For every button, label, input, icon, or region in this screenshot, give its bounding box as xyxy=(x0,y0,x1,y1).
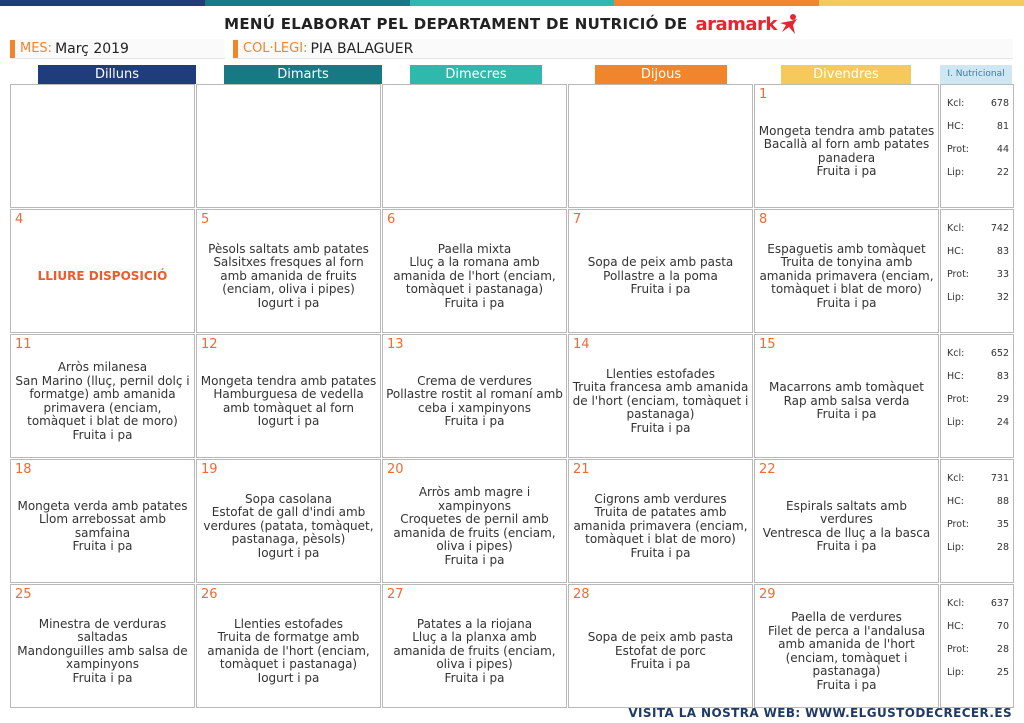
menu-dishes xyxy=(758,99,935,204)
nutrition-value: 652 xyxy=(990,347,1009,359)
nutrition-label: HC: xyxy=(947,495,964,507)
month-field xyxy=(10,39,225,59)
top-bar-segment xyxy=(410,0,615,6)
day-number: 20 xyxy=(387,462,404,477)
website-footer[interactable]: VISITA LA NOSTRA WEB: WWW.ELGUSTODECRECER.ES xyxy=(628,706,1012,720)
nutrition-row xyxy=(941,240,1013,263)
menu-dish: Fruita i pa xyxy=(630,657,691,672)
menu-dishes xyxy=(14,224,191,329)
logo-text: aramark xyxy=(695,13,777,35)
day-header-dijous: Dijous xyxy=(595,65,727,84)
month-label: MES: xyxy=(20,41,53,56)
nutrition-value: 28 xyxy=(996,643,1009,655)
menu-dish: Llom arrebossat amb samfaina xyxy=(39,512,166,540)
menu-dishes xyxy=(14,349,191,454)
nutrition-row xyxy=(941,286,1013,309)
day-cell xyxy=(568,584,753,708)
menu-dish: Fruita i pa xyxy=(444,670,505,685)
menu-dish: Estofat de gall d'indi amb verdures (patata, tomàquet, pastanaga, pèsols) xyxy=(203,505,374,547)
nutrition-row xyxy=(941,592,1013,615)
menu-dishes xyxy=(386,349,563,454)
month-marker xyxy=(10,40,15,58)
menu-dishes xyxy=(200,599,377,704)
nutrition-value: 44 xyxy=(996,143,1009,155)
menu-dish: Pèsols saltats amb patates xyxy=(208,241,369,256)
menu-dishes xyxy=(386,224,563,329)
menu-dish: Truita francesa amb amanida de l'hort (enciam, tomàquet i pastanaga) xyxy=(572,380,749,422)
day-cell xyxy=(10,209,195,333)
menu-dish: Sopa de peix amb pasta xyxy=(587,255,734,270)
nutrition-value: 637 xyxy=(990,597,1009,609)
nutrition-row xyxy=(941,217,1013,240)
day-cell xyxy=(10,584,195,708)
day-cell xyxy=(196,84,381,208)
menu-dish: Estofat de porc xyxy=(614,643,707,658)
day-header-dimarts: Dimarts xyxy=(224,65,382,84)
nutrition-label: Lip: xyxy=(947,416,965,428)
menu-dishes xyxy=(572,474,749,579)
menu-dish: Iogurt i pa xyxy=(257,670,320,685)
nutrition-value: 742 xyxy=(990,222,1009,234)
day-number: 26 xyxy=(201,587,218,602)
menu-dish: Fruita i pa xyxy=(816,677,877,692)
menu-dishes xyxy=(200,224,377,329)
day-number: 12 xyxy=(201,337,218,352)
menu-dishes xyxy=(758,224,935,329)
day-cell xyxy=(10,84,195,208)
top-bar-segment xyxy=(819,0,1024,6)
menu-dish: Paella de verdures xyxy=(791,610,902,624)
weekday-header-row xyxy=(0,65,1024,85)
nutrition-value: 25 xyxy=(996,666,1009,678)
menu-dish: Pollastre a la poma xyxy=(603,268,718,283)
menu-dishes xyxy=(386,599,563,704)
title-row xyxy=(0,12,1024,36)
menu-dish: Crema de verdures xyxy=(417,373,532,388)
day-number: 11 xyxy=(15,337,32,352)
menu-dish: Rap amb salsa verda xyxy=(783,393,910,408)
day-header-dilluns: Dilluns xyxy=(38,65,196,84)
menu-dish: Truita de formatge amb amanida de l'hort (enciam, tomàquet i pastanaga) xyxy=(207,630,370,672)
nutrition-value: 83 xyxy=(996,245,1009,257)
menu-dishes xyxy=(14,99,191,204)
day-cell xyxy=(568,84,753,208)
nutrition-row xyxy=(941,661,1013,684)
nutrition-value: 28 xyxy=(996,541,1009,553)
menu-dishes xyxy=(758,474,935,579)
menu-dish: Fruita i pa xyxy=(630,545,691,560)
menu-dish: Fruita i pa xyxy=(816,164,877,178)
day-cell xyxy=(382,84,567,208)
month-value: Març 2019 xyxy=(55,40,129,57)
aramark-logo xyxy=(695,13,799,35)
menu-dish: Croquetes de pernil amb amanida de fruits (enciam, oliva i pipes) xyxy=(393,512,556,553)
menu-dishes xyxy=(200,349,377,454)
menu-dish: Patates a la riojana xyxy=(416,616,533,631)
day-cell xyxy=(382,459,567,583)
day-number: 18 xyxy=(15,462,32,477)
day-cell xyxy=(196,584,381,708)
nutrition-value: 33 xyxy=(996,268,1009,280)
nutrition-row xyxy=(941,467,1013,490)
nutrition-row xyxy=(941,536,1013,559)
day-number: 19 xyxy=(201,462,218,477)
nutrition-info xyxy=(940,84,1014,208)
nutrition-row xyxy=(941,615,1013,638)
day-cell xyxy=(10,334,195,458)
day-header-divendres: Divendres xyxy=(781,65,911,84)
menu-dish: Truita de patates amb amanida primavera (enciam, tomàquet i blat de moro) xyxy=(573,505,748,547)
menu-dishes xyxy=(572,224,749,329)
day-number: 4 xyxy=(15,212,24,227)
menu-dishes xyxy=(386,99,563,204)
nutrition-value: 35 xyxy=(996,518,1009,530)
menu-dish: Llenties estofades xyxy=(233,616,343,631)
nutrition-label: Prot: xyxy=(947,643,969,655)
menu-dish: Sopa casolana xyxy=(245,491,332,506)
top-bar-segment xyxy=(205,0,410,6)
menu-dish: San Marino (lluç, pernil dolç i formatge) amb amanida primavera (enciam, tomàquet i blat de moro) xyxy=(15,373,190,428)
nutrition-label: Kcl: xyxy=(947,222,965,234)
nutrition-row xyxy=(941,411,1013,434)
menu-dish: Minestra de verduras saltadas xyxy=(38,616,167,645)
menu-dishes xyxy=(200,474,377,579)
nutrition-value: 29 xyxy=(996,393,1009,405)
menu-dish: Paella mixta xyxy=(437,241,512,256)
day-cell xyxy=(754,459,939,583)
day-cell xyxy=(754,84,939,208)
nutrition-label: Prot: xyxy=(947,518,969,530)
day-number: 13 xyxy=(387,337,404,352)
nutrition-label: Prot: xyxy=(947,268,969,280)
menu-dish: Fruita i pa xyxy=(72,427,133,442)
menu-calendar-grid xyxy=(10,84,1014,708)
menu-dish: Fruita i pa xyxy=(816,539,877,553)
menu-dish: Sopa de peix amb pasta xyxy=(587,630,734,645)
nutrition-info xyxy=(940,209,1014,333)
day-header-dimecres: Dimecres xyxy=(410,65,542,84)
day-number: 15 xyxy=(759,337,776,352)
menu-dish: Fruita i pa xyxy=(630,282,691,297)
holiday-label: LLIURE DISPOSICIÓ xyxy=(37,268,168,283)
menu-dishes xyxy=(14,474,191,579)
top-bar-segment xyxy=(614,0,819,6)
day-number: 7 xyxy=(573,212,582,227)
nutrition-label: Prot: xyxy=(947,393,969,405)
menu-dish: Fruita i pa xyxy=(630,420,691,435)
menu-dish: Fruita i pa xyxy=(444,552,505,567)
top-bar-segment xyxy=(0,0,205,6)
day-cell xyxy=(754,334,939,458)
nutrition-header: I. Nutricional xyxy=(940,65,1012,84)
nutrition-row xyxy=(941,490,1013,513)
day-number: 5 xyxy=(201,212,210,227)
menu-dishes xyxy=(14,599,191,704)
menu-dishes xyxy=(758,599,935,704)
menu-dish: Truita de tonyina amb amanida primavera (enciam, tomàquet i blat de moro) xyxy=(759,255,934,297)
menu-dishes xyxy=(200,99,377,204)
page-title: MENÚ ELABORAT PEL DEPARTAMENT DE NUTRICIÓ DE xyxy=(224,15,688,33)
menu-dish: Fruita i pa xyxy=(444,414,505,428)
day-cell xyxy=(382,209,567,333)
menu-dishes xyxy=(572,349,749,454)
day-number: 21 xyxy=(573,462,590,477)
day-number: 25 xyxy=(15,587,32,602)
star-icon xyxy=(778,13,800,35)
nutrition-label: Lip: xyxy=(947,291,965,303)
nutrition-label: Kcl: xyxy=(947,597,965,609)
nutrition-label: HC: xyxy=(947,120,964,132)
day-cell xyxy=(568,209,753,333)
menu-dish: Fruita i pa xyxy=(72,539,133,553)
nutrition-value: 83 xyxy=(996,370,1009,382)
nutrition-label: Lip: xyxy=(947,166,965,178)
menu-dish: Iogurt i pa xyxy=(257,414,320,428)
nutrition-label: Lip: xyxy=(947,541,965,553)
menu-dish: Mongeta tendra amb patates xyxy=(200,373,377,388)
day-cell xyxy=(754,209,939,333)
menu-dish: Pollastre rostit al romaní amb ceba i xampinyons xyxy=(386,387,563,415)
menu-dish: Fruita i pa xyxy=(816,407,877,422)
nutrition-row xyxy=(941,513,1013,536)
nutrition-row xyxy=(941,388,1013,411)
menu-dishes xyxy=(758,349,935,454)
menu-dish: Arròs milanesa xyxy=(57,360,148,374)
menu-dishes xyxy=(572,599,749,704)
day-number: 28 xyxy=(573,587,590,602)
nutrition-value: 22 xyxy=(996,166,1009,178)
day-number: 22 xyxy=(759,462,776,477)
day-cell xyxy=(10,459,195,583)
nutrition-value: 24 xyxy=(996,416,1009,428)
menu-dish: Mongeta tendra amb patates xyxy=(758,123,935,138)
menu-dish: Bacallà al forn amb patates panadera xyxy=(763,137,930,165)
menu-dish: Hamburguesa de vedella amb tomàquet al forn xyxy=(213,387,364,415)
nutrition-row xyxy=(941,365,1013,388)
day-cell xyxy=(196,334,381,458)
nutrition-info xyxy=(940,334,1014,458)
nutrition-value: 81 xyxy=(996,120,1009,132)
day-cell xyxy=(754,584,939,708)
menu-dish: Llenties estofades xyxy=(605,366,715,381)
nutrition-row xyxy=(941,263,1013,286)
nutrition-label: Lip: xyxy=(947,666,965,678)
menu-dish: Iogurt i pa xyxy=(257,295,320,310)
menu-dish: Lluç a la planxa amb amanida de fruits (enciam, oliva i pipes) xyxy=(393,630,556,672)
nutrition-info xyxy=(940,584,1014,708)
day-number: 8 xyxy=(759,212,768,227)
menu-dishes xyxy=(386,474,563,579)
nutrition-value: 32 xyxy=(996,291,1009,303)
nutrition-row xyxy=(941,161,1013,184)
school-marker xyxy=(233,40,238,58)
nutrition-value: 70 xyxy=(996,620,1009,632)
nutrition-label: HC: xyxy=(947,620,964,632)
nutrition-row xyxy=(941,138,1013,161)
day-number: 6 xyxy=(387,212,396,227)
day-cell xyxy=(196,459,381,583)
menu-dishes xyxy=(572,99,749,204)
menu-dish: Ventresca de lluç a la basca xyxy=(762,525,931,540)
day-cell xyxy=(568,334,753,458)
day-number: 29 xyxy=(759,587,776,602)
menu-dish: Lluç a la romana amb amanida de l'hort (enciam, tomàquet i pastanaga) xyxy=(393,255,556,297)
top-color-bar xyxy=(0,0,1024,6)
nutrition-label: Kcl: xyxy=(947,347,965,359)
nutrition-row xyxy=(941,115,1013,138)
nutrition-value: 731 xyxy=(990,472,1009,484)
nutrition-value: 678 xyxy=(990,97,1009,109)
day-number: 14 xyxy=(573,337,590,352)
nutrition-info xyxy=(940,459,1014,583)
school-field xyxy=(233,39,1013,59)
menu-dish: Fruita i pa xyxy=(816,295,877,310)
nutrition-label: Kcl: xyxy=(947,472,965,484)
nutrition-label: Prot: xyxy=(947,143,969,155)
nutrition-row xyxy=(941,92,1013,115)
school-value: PIA BALAGUER xyxy=(310,40,414,57)
menu-dish: Filet de perca a l'andalusa amb amanida de l'hort (enciam, tomàquet i pastanaga) xyxy=(767,623,926,678)
menu-dish: Fruita i pa xyxy=(72,670,133,685)
day-cell xyxy=(382,584,567,708)
day-cell xyxy=(196,209,381,333)
menu-dish: Macarrons amb tomàquet xyxy=(769,380,924,395)
school-label: COL·LEGI: xyxy=(243,41,308,56)
menu-dish: Fruita i pa xyxy=(444,295,505,310)
menu-dish: Espirals saltats amb verdures xyxy=(786,498,907,526)
nutrition-label: HC: xyxy=(947,245,964,257)
menu-dish: Cigrons amb verdures xyxy=(594,491,727,506)
day-number: 27 xyxy=(387,587,404,602)
day-cell xyxy=(382,334,567,458)
nutrition-row xyxy=(941,342,1013,365)
menu-dish: Salsitxes fresques al forn amb amanida de fruits (enciam, oliva i pipes) xyxy=(213,255,364,297)
nutrition-label: HC: xyxy=(947,370,964,382)
nutrition-value: 88 xyxy=(996,495,1009,507)
menu-dish: Espaguetis amb tomàquet xyxy=(767,241,926,256)
menu-dish: Mongeta verda amb patates xyxy=(17,498,188,513)
nutrition-label: Kcl: xyxy=(947,97,965,109)
nutrition-row xyxy=(941,638,1013,661)
menu-dish: Iogurt i pa xyxy=(257,545,320,560)
menu-dish: Mandonguilles amb salsa de xampinyons xyxy=(17,643,188,672)
day-number: 1 xyxy=(759,87,768,102)
menu-dish: Arròs amb magre i xampinyons xyxy=(418,485,531,513)
day-cell xyxy=(568,459,753,583)
